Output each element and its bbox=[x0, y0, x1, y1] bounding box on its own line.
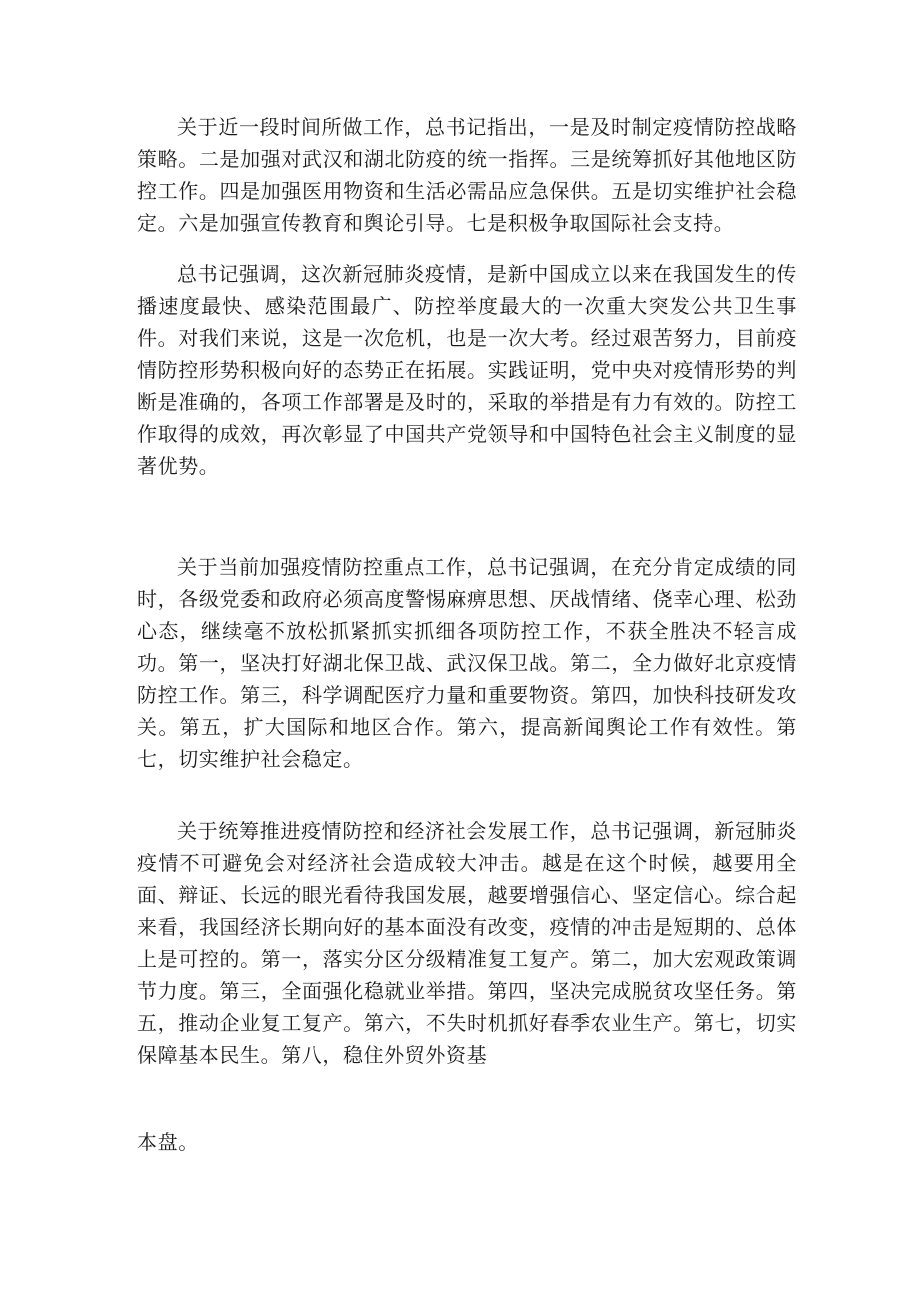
paragraph-economic-development: 关于统筹推进疫情防控和经济社会发展工作，总书记强调，新冠肺炎疫情不可避免会对经济社会造成较大冲击。越是在这个时候，越要用全面、辩证、长远的眼光看待我国发展，越要增强信心、坚定信心。综合起来看，我国经济长期向好的基本面没有改变，疫情的冲击是短期的、总体上是可控的。第一，落实分区分级精准复工复产。第二，加大宏观政策调节力度。第三，全面强化稳就业举措。第四，坚决完成脱贫攻坚任务。第五，推动企业复工复产。第六，不失时机抓好春季农业生产。第七，切实保障基本民生。第八，稳住外贸外资基 bbox=[137, 819, 797, 1067]
paragraph-key-prevention-work: 关于当前加强疫情防控重点工作，总书记强调，在充分肯定成绩的同时，各级党委和政府必须高度警惕麻痹思想、厌战情绪、侥幸心理、松劲心态，继续毫不放松抓紧抓实抓细各项防控工作，不获全胜决不轻言成功。第一，坚决打好湖北保卫战、武汉保卫战。第二，全力做好北京疫情防控工作。第三，科学调配医疗力量和重要物资。第四，加快科技研发攻关。第五，扩大国际和地区合作。第六，提高新闻舆论工作有效性。第七，切实维护社会稳定。 bbox=[137, 555, 797, 771]
paragraph-epidemic-assessment: 总书记强调，这次新冠肺炎疫情，是新中国成立以来在我国发生的传播速度最快、感染范围最广、防控举度最大的一次重大突发公共卫生事件。对我们来说，这是一次危机，也是一次大考。经过艰苦努力，目前疫情防控形势积极向好的态势正在拓展。实践证明，党中央对疫情形势的判断是准确的，各项工作部署是及时的，采取的举措是有力有效的。防控工作取得的成效，再次彰显了中国共产党领导和中国特色社会主义制度的显著优势。 bbox=[137, 262, 797, 478]
paragraph-continuation: 本盘。 bbox=[137, 1130, 199, 1154]
paragraph-work-summary: 关于近一段时间所做工作，总书记指出，一是及时制定疫情防控战略策略。二是加强对武汉和湖北防疫的统一指挥。三是统筹抓好其他地区防控工作。四是加强医用物资和生活必需品应急保供。五是切实维护社会稳定。六是加强宣传教育和舆论引导。七是积极争取国际社会支持。 bbox=[137, 115, 797, 235]
